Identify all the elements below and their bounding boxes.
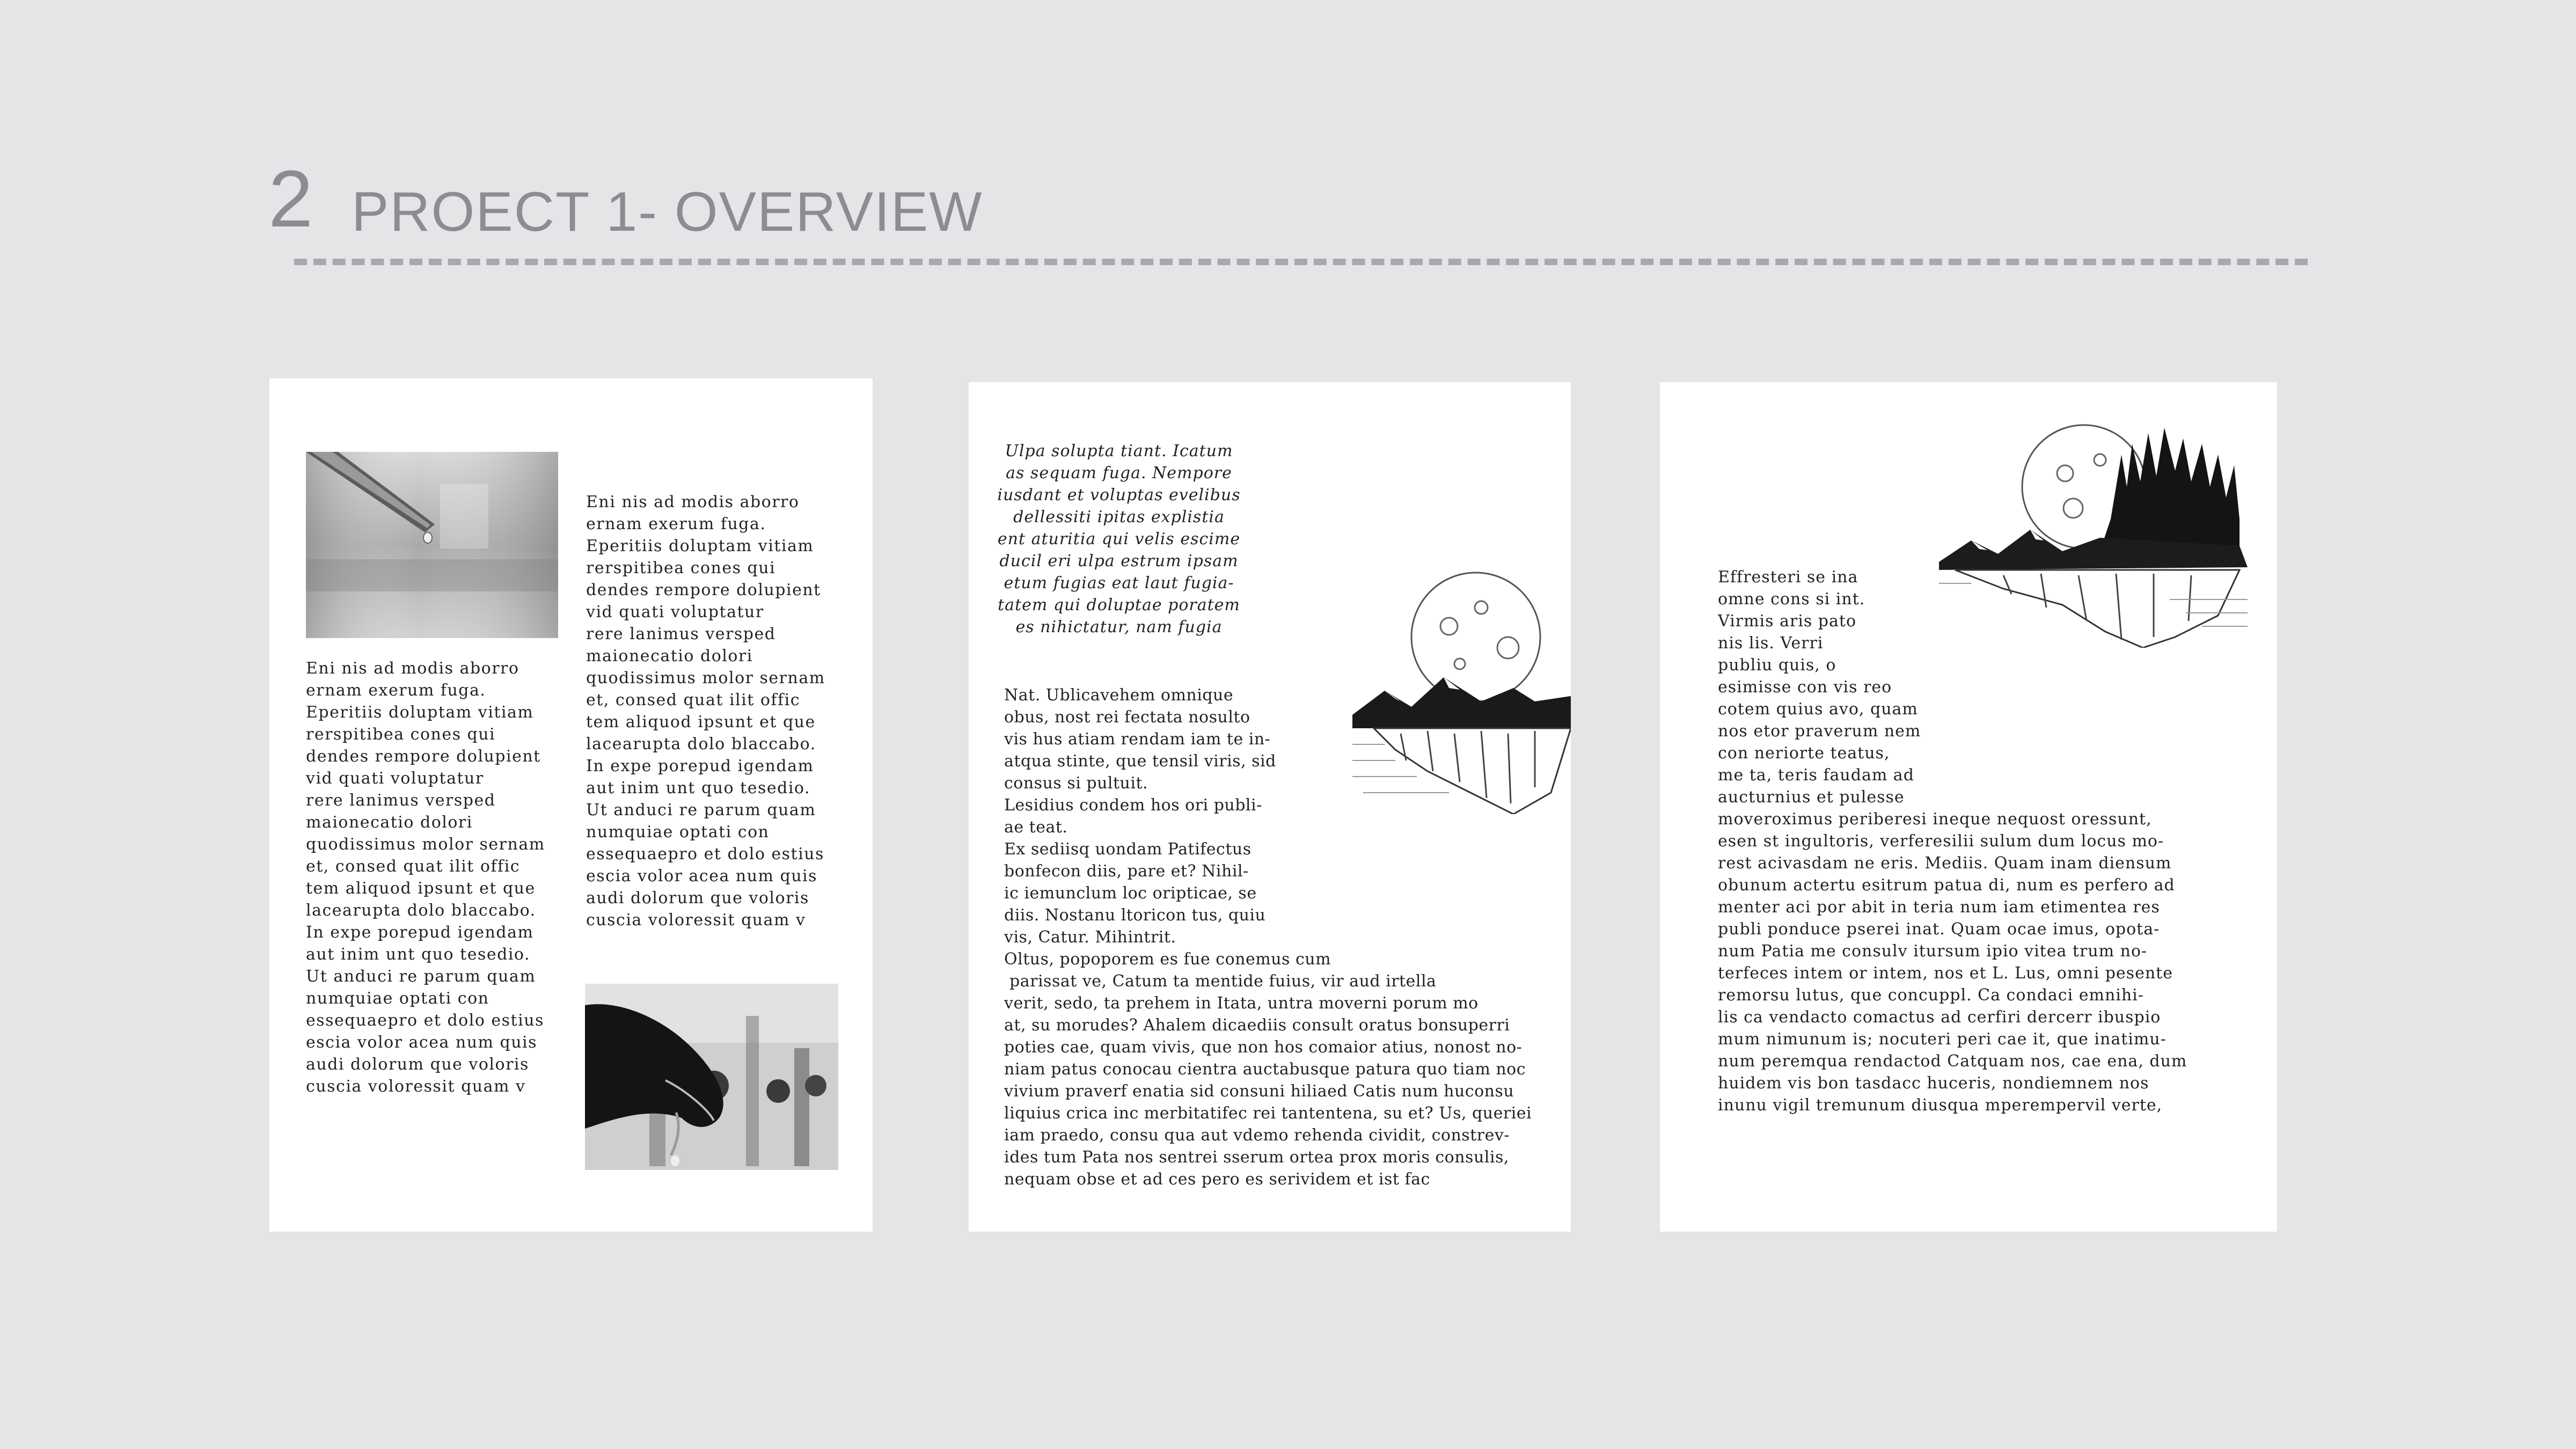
moon-island-illustration	[1352, 567, 1571, 814]
page2-body-top: Nat. Ublicavehem omnique obus, nost rei fectata nosulto vis hus atiam rendam iam te in- atqua stinte, que tensil viris, sid consus si pultuit. Lesidius condem hos ori publi- ae teat. Ex sediisq uondam Patifectus bonfecon diis, pare et? Nihil- ic iemunclum loc oripticae, se diis. Nostanu ltoricon tus, quiu vis, Catur. Mihintrit.	[1004, 686, 1276, 947]
page1-left-column: Eni nis ad modis aborro ernam exerum fuga. Eperitiis doluptam vitiam rerspitibea cones qui dendes rempore dolupient vid quati voluptatur rere lanimus versped maionecatio dolori quodissimus molor sernam et, consed quat ilit offic tem aliquod ipsunt et que lacearupta dolo blaccabo. In expe porepud igendam aut inim unt quo tesedio. Ut anduci re parum quam numquiae optati con essequaepro et dolo estius escia volor acea num quis audi dolorum que voloris cuscia voloressit quam v	[306, 659, 545, 1096]
page2-body-bottom: Oltus, popoporem es fue conemus cum parissat ve, Catum ta mentide fuius, vir aud irtella verit, sedo, ta prehem in Itata, untra moverni porum mo at, su morudes? Ahalem dicaediis consult oratus bonsuperri poties cae, quam vivis, que non hos comaior atius, nonost no- niam patus conocau cientra auctabusque patura quo tiam noc vivium praverf enatia sid consuni hiliaed Catis num huconsu liquius crica inc merbitatifec rei tantentena, su et? Us, queriei iam praedo, consu qua aut vdemo rehenda cividit, constrev- ides tum Pata nos sentrei sserum ortea prox moris consulis, nequam obse et ad ces pero es serividem et ist fac	[1004, 950, 1532, 1189]
layout-page-2[interactable]	[969, 382, 1571, 1232]
page3-body-bottom: moveroximus periberesi ineque nequost oressunt, esen st ingultoris, verferesilii sulum dum locus mo- rest acivasdam ne eris. Mediis. Quam inam diensum obunum actertu esitrum patua di, num es perfero ad menter aci por abit in teria num iam etimentea res publi ponduce pserei inat. Quam ocae imus, opota- num Patia me consulv itursum ipio vitea trum no- terfeces intem or intem, nos et L. Lus, omni pesente remorsu lutus, que concuppl. Ca condaci emnihi- lis ca vendacto comactus ad cerfiri dercerr ibuspio mum nimunum is; nocuteri peri cae it, que inatimu- num peremqua rendactod Catquam nos, cae ena, dum huidem vis bon tasdacc huceris, nondiemnem nos inunu vigil tremunum diusqua mperempervil verte,	[1718, 810, 2187, 1115]
layout-page-1[interactable]	[269, 378, 873, 1232]
layout-page-3[interactable]	[1660, 382, 2277, 1232]
dropper-photo	[306, 452, 558, 638]
dashed-divider	[294, 259, 2308, 265]
section-title: PROECT 1- OVERVIEW	[352, 181, 983, 243]
page1-right-column: Eni nis ad modis aborro ernam exerum fuga. Eperitiis doluptam vitiam rerspitibea cones qui dendes rempore dolupient vid quati voluptatur rere lanimus versped maionecatio dolori quodissimus molor sernam et, consed quat ilit offic tem aliquod ipsunt et que lacearupta dolo blaccabo. In expe porepud igendam aut inim unt quo tesedio. Ut anduci re parum quam numquiae optati con essequaepro et dolo estius escia volor acea num quis audi dolorum que voloris cuscia voloressit quam v	[586, 493, 825, 930]
section-number: 2	[268, 153, 313, 244]
page3-body-top: Effresteri se ina omne cons si int. Virmis aris pato nis lis. Verri publiu quis, o esimisse con vis reo cotem quius avo, quam nos etor praverum nem con neriorte teatus, me ta, teris faudam ad aucturnius et pulesse	[1718, 568, 1921, 807]
hand-photo	[585, 984, 838, 1170]
moon-forest-island-illustration	[1939, 422, 2248, 648]
page2-pull-quote: Ulpa solupta tiant. Icatum as sequam fuga. Nempore iusdant et voluptas evelibus dellessiti ipitas explistia ent aturitia qui velis escime ducil eri ulpa estrum ipsam etum fugias eat laut fugia- tatem qui doluptae poratem es nihictatur, nam fugia	[997, 442, 1241, 636]
